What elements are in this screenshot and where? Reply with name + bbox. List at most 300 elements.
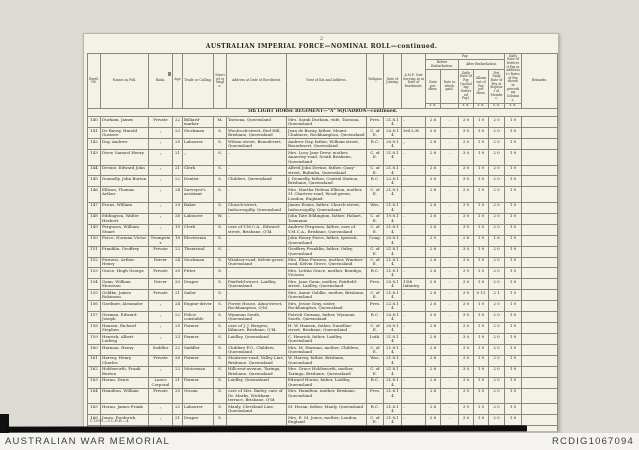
- table-cell: 1 0: [474, 323, 489, 334]
- table-cell: Wes.: [367, 202, 384, 213]
- table-cell: Holdsworth, Frank Burton: [101, 366, 149, 377]
- table-cell: 1 0: [505, 187, 522, 202]
- table-row: [88, 176, 558, 187]
- table-cell: „: [149, 415, 173, 426]
- table-cell: 3 0: [459, 176, 474, 187]
- table-cell: Mrs. Martha Helena Ellison, mother, 51 Chartres-road, Wood-green, London, England: [287, 187, 367, 202]
- table-cell: care of Mrs. Bailey, care of Dr. Marks, Wickham-terrace, Brisbane, Q'ld.: [227, 388, 287, 403]
- table-cell: 1 0: [474, 202, 489, 213]
- table-cell: Private: [149, 268, 173, 279]
- table-cell: 21.8.14: [384, 334, 402, 345]
- table-cell: [522, 404, 558, 415]
- table-cell: S.: [214, 355, 227, 366]
- table-cell: 2 6: [426, 366, 441, 377]
- table-cell: 2 0: [489, 388, 505, 403]
- table-cell: ..: [402, 301, 426, 312]
- table-cell: 1 0: [505, 388, 522, 403]
- table-cell: 2 0: [489, 377, 505, 388]
- table-cell: [522, 323, 558, 334]
- table-cell: 146: [88, 187, 101, 202]
- table-cell: 2 6: [426, 213, 441, 224]
- table-cell: W.: [214, 213, 227, 224]
- table-cell: 2 6: [426, 176, 441, 187]
- table-cell: ..: [441, 279, 459, 290]
- table-row: [88, 257, 558, 268]
- table-row: [88, 202, 558, 213]
- section-heading-row: [88, 109, 558, 117]
- table-cell: 3rd L.H.: [402, 128, 426, 139]
- table-cell: 21: [173, 377, 183, 388]
- table-cell: 1 0: [505, 415, 522, 426]
- table-cell: S.: [214, 312, 227, 323]
- table-cell: „: [149, 187, 173, 202]
- table-cell: 13th Infantry: [402, 279, 426, 290]
- table-cell: 20.8.14: [384, 235, 402, 246]
- table-cell: 3 0: [459, 334, 474, 345]
- table-cell: ..: [402, 176, 426, 187]
- table-cell: 1 0: [474, 213, 489, 224]
- table-cell: S.: [214, 388, 227, 403]
- table-cell: ..: [441, 187, 459, 202]
- table-cell: Taroona, Queensland: [227, 117, 287, 128]
- table-cell: 1 0: [474, 334, 489, 345]
- table-cell: Wilson-street, Beaudesert, Queensland: [227, 139, 287, 150]
- table-cell: 20: [173, 268, 183, 279]
- table-cell: 3 0: [459, 355, 474, 366]
- table-cell: Clerk: [183, 224, 214, 235]
- table-cell: Clerk: [183, 165, 214, 176]
- roll-table-body: [88, 109, 558, 432]
- table-cell: Fitter: [183, 268, 214, 279]
- table-cell: 147: [88, 202, 101, 213]
- table-cell: 1 0: [474, 176, 489, 187]
- table-cell: ..: [441, 257, 459, 268]
- table-cell: 21.8.14: [384, 165, 402, 176]
- table-cell: ..: [402, 268, 426, 279]
- table-cell: Donnelly, John Burton: [101, 176, 149, 187]
- table-cell: 29: [173, 202, 183, 213]
- table-cell: Ellison, Thomas Arthur: [101, 187, 149, 202]
- table-cell: care of Y.M.C.A., Edward-street, Brisbane, Q'ld.: [227, 224, 287, 235]
- table-cell: 142: [88, 139, 101, 150]
- table-cell: 1 0: [474, 345, 489, 356]
- table-cell: [522, 312, 558, 323]
- table-cell: 0 11: [474, 290, 489, 301]
- table-cell: Farmer: [183, 334, 214, 345]
- table-cell: 21.8.14: [384, 187, 402, 202]
- table-cell: ..: [227, 246, 287, 257]
- table-cell: ..: [402, 235, 426, 246]
- table-cell: 2 0: [489, 150, 505, 165]
- table-cell: 162: [88, 366, 101, 377]
- table-cell: 1 0: [505, 165, 522, 176]
- table-cell: Gardiner, Alexander: [101, 301, 149, 312]
- table-cell: 1 0: [505, 290, 522, 301]
- table-cell: Dentist: [183, 176, 214, 187]
- table-cell: Electrician: [183, 235, 214, 246]
- table-cell: 21.8.14: [384, 290, 402, 301]
- table-cell: 24: [173, 187, 183, 202]
- table-cell: C. of E.: [367, 165, 384, 176]
- page-number: 2: [320, 37, 323, 42]
- table-cell: C. of E.: [367, 415, 384, 426]
- table-cell: 20.8.14: [384, 323, 402, 334]
- table-cell: ..: [402, 388, 426, 403]
- table-cell: ..: [441, 202, 459, 213]
- table-cell: 2 6: [426, 388, 441, 403]
- table-cell: 2 6: [426, 279, 441, 290]
- table-cell: S.: [214, 404, 227, 415]
- table-cell: 2 0: [489, 415, 505, 426]
- table-cell: 1 0: [474, 355, 489, 366]
- table-cell: 2 0: [489, 176, 505, 187]
- table-cell: Pres.: [367, 388, 384, 403]
- table-row: [88, 345, 558, 356]
- col-header-age: Age.: [173, 54, 183, 109]
- table-cell: [522, 279, 558, 290]
- table-cell: Surveyor's assistant: [183, 187, 214, 202]
- table-cell: 3 0: [459, 323, 474, 334]
- table-cell: C. of E.: [367, 345, 384, 356]
- table-cell: 2 6: [426, 345, 441, 356]
- table-row: [88, 388, 558, 403]
- table-cell: 149: [88, 224, 101, 235]
- table-cell: ..: [227, 213, 287, 224]
- col-header-daily-rate: Daily Rate of Pay (including Deferred Pay).: [459, 70, 474, 104]
- table-row: [88, 117, 558, 128]
- col-header-amf-unit: A.M.F. Unit Serving in at Date of Enrolment.: [402, 54, 426, 109]
- table-cell: „: [149, 139, 173, 150]
- table-cell: 151: [88, 246, 101, 257]
- table-cell: „: [149, 323, 173, 334]
- table-cell: S.: [214, 202, 227, 213]
- table-cell: S.: [214, 257, 227, 268]
- table-header: [88, 54, 558, 109]
- table-cell: ..: [402, 355, 426, 366]
- table-cell: C. of E.: [367, 257, 384, 268]
- table-cell: 1 0: [474, 246, 489, 257]
- table-cell: ..: [227, 165, 287, 176]
- table-cell: 1 0: [474, 128, 489, 139]
- table-cell: ..: [402, 366, 426, 377]
- table-cell: ..: [402, 377, 426, 388]
- table-cell: Mrs. Jessie Gray, sister, Rockhampton, Queensland: [287, 301, 367, 312]
- table-cell: 1 0: [505, 377, 522, 388]
- table-row: [88, 377, 558, 388]
- table-cell: 1 0: [505, 139, 522, 150]
- table-cell: 2 0: [489, 224, 505, 235]
- table-cell: R.C.: [367, 139, 384, 150]
- table-cell: Pres.: [367, 301, 384, 312]
- table-cell: 2 0: [489, 202, 505, 213]
- table-cell: [522, 345, 558, 356]
- table-cell: ..: [402, 345, 426, 356]
- table-cell: 3 0: [459, 366, 474, 377]
- table-cell: Draper: [183, 279, 214, 290]
- table-cell: 2 0: [489, 257, 505, 268]
- table-cell: S.: [214, 268, 227, 279]
- table-cell: [522, 246, 558, 257]
- table-cell: [522, 415, 558, 426]
- table-cell: [522, 290, 558, 301]
- table-row: [88, 224, 558, 235]
- table-cell: 26: [173, 213, 183, 224]
- table-cell: [522, 257, 558, 268]
- table-cell: 1 0: [505, 202, 522, 213]
- table-cell: 1 0: [474, 235, 489, 246]
- table-cell: Driver: [149, 279, 173, 290]
- table-cell: Forest House, Alma-street, Rockhampton, Q'ld.: [227, 301, 287, 312]
- table-cell: ..: [441, 404, 459, 415]
- table-cell: Farmer: [183, 323, 214, 334]
- table-cell: Childers P.O., Childers, Queensland: [227, 345, 287, 356]
- table-cell: 2 0: [426, 235, 441, 246]
- table-cell: 1 0: [505, 323, 522, 334]
- table-cell: 143: [88, 150, 101, 165]
- table-cell: S.: [214, 246, 227, 257]
- table-cell: Mrs. Jane Gann, mother, Fairfield-street, Laidley, Queensland: [287, 279, 367, 290]
- table-cell: „: [183, 150, 214, 165]
- table-cell: 1 0: [474, 415, 489, 426]
- table-cell: 165: [88, 404, 101, 415]
- table-cell: [522, 301, 558, 312]
- table-cell: 2 6: [426, 257, 441, 268]
- table-cell: 20.8.14: [384, 279, 402, 290]
- table-cell: ..: [441, 224, 459, 235]
- table-cell: Cong.: [367, 235, 384, 246]
- table-cell: ..: [441, 165, 459, 176]
- table-cell: 2 6: [426, 268, 441, 279]
- table-cell: „: [149, 366, 173, 377]
- table-cell: 1 0: [505, 150, 522, 165]
- table-cell: 1 0: [474, 312, 489, 323]
- table-cell: „: [402, 139, 426, 150]
- table-cell: M. Horan, father, Manly, Queensland: [287, 404, 367, 415]
- table-cell: Hamilton, William: [101, 388, 149, 403]
- units-rate: s. d.: [426, 103, 441, 109]
- table-cell: Pres.: [367, 117, 384, 128]
- nominal-roll-table: [87, 53, 558, 432]
- table-cell: 24: [173, 301, 183, 312]
- table-cell: ..: [402, 312, 426, 323]
- table-cell: ..: [441, 246, 459, 257]
- table-cell: 2 6: [459, 235, 474, 246]
- table-cell: 3 0: [459, 268, 474, 279]
- table-cell: 2 6: [426, 290, 441, 301]
- table-cell: 3 0: [459, 224, 474, 235]
- table-cell: 150: [88, 235, 101, 246]
- table-cell: Day, Andrew: [101, 139, 149, 150]
- table-row: [88, 323, 558, 334]
- table-cell: 3 0: [459, 301, 474, 312]
- table-cell: Farmer: [183, 377, 214, 388]
- table-row: [88, 139, 558, 150]
- table-cell: Horan, Denis: [101, 377, 149, 388]
- table-cell: Edward Horan, father, Laidley, Queensland: [287, 377, 367, 388]
- table-cell: [522, 334, 558, 345]
- table-cell: 21: [173, 290, 183, 301]
- table-row: [88, 150, 558, 165]
- col-header-after-embarkation: After Embarkation.: [459, 60, 505, 70]
- table-cell: ..: [441, 139, 459, 150]
- col-header-married: Married or Single.: [214, 54, 227, 109]
- table-cell: 25: [173, 139, 183, 150]
- table-cell: 2 0: [489, 312, 505, 323]
- table-cell: Lance Corporal: [149, 377, 173, 388]
- table-cell: Saddler: [149, 345, 173, 356]
- table-cell: 1 0: [505, 301, 522, 312]
- table-cell: [522, 213, 558, 224]
- table-cell: Mrs. Lucy Jane Drew, mother, Annerley-road, South Brisbane, Queensland: [287, 150, 367, 165]
- document-title: AUSTRALIAN IMPERIAL FORCE—NOMINAL ROLL—continued.: [205, 43, 438, 50]
- table-cell: Mrs. E. M. Jones, mother, London, England: [287, 415, 367, 426]
- table-cell: 153: [88, 268, 101, 279]
- table-cell: ..: [227, 187, 287, 202]
- table-cell: 3 0: [459, 128, 474, 139]
- table-cell: 2 6: [426, 165, 441, 176]
- col-header-trade: Trade or Calling.: [183, 54, 214, 109]
- table-cell: Private: [149, 246, 173, 257]
- table-cell: C. Henrick, father, Laidley, Queensland: [287, 334, 367, 345]
- table-cell: 2 0: [489, 139, 505, 150]
- table-cell: Childers, Queensland: [227, 176, 287, 187]
- table-cell: Ferguson, William Stuart: [101, 224, 149, 235]
- table-cell: ..: [441, 128, 459, 139]
- table-cell: S.: [214, 139, 227, 150]
- table-cell: S.: [214, 415, 227, 426]
- col-header-names: Names in Full.: [101, 54, 149, 109]
- table-cell: 21.8.14: [384, 117, 402, 128]
- printers-footnote: C.1093.—5 L.H.R.—4: [90, 419, 129, 423]
- table-cell: ..: [441, 176, 459, 187]
- table-cell: Private: [149, 290, 173, 301]
- table-cell: [522, 117, 558, 128]
- table-cell: 26: [173, 355, 183, 366]
- table-cell: 144: [88, 165, 101, 176]
- table-cell: 22: [173, 117, 183, 128]
- table-cell: 2 6: [426, 139, 441, 150]
- table-cell: Laidley, Queensland: [227, 334, 287, 345]
- table-cell: S.: [214, 301, 227, 312]
- table-cell: „: [149, 202, 173, 213]
- table-cell: R.C.: [367, 176, 384, 187]
- table-cell: S.: [214, 279, 227, 290]
- table-cell: 1 0: [474, 187, 489, 202]
- col-header-net-rate: Net Daily Rate of Pay at disposal of Member.: [489, 70, 505, 104]
- table-cell: ..: [441, 415, 459, 426]
- units-allotment: s. d.: [474, 103, 489, 109]
- table-row: [88, 268, 558, 279]
- table-row: [88, 213, 558, 224]
- table-cell: ..: [227, 268, 287, 279]
- table-cell: 21: [173, 415, 183, 426]
- table-cell: „: [149, 213, 173, 224]
- table-cell: 161: [88, 355, 101, 366]
- table-cell: 2 6: [426, 415, 441, 426]
- table-cell: ..: [402, 290, 426, 301]
- table-cell: Furness, Arthur Henry: [101, 257, 149, 268]
- table-cell: Mrs. Hamilton, mother, Brisbane, Queensland: [287, 388, 367, 403]
- table-cell: H. W. Hansen, father, Dunellan-street, Brisbane, Queensland: [287, 323, 367, 334]
- table-cell: 2 0: [489, 279, 505, 290]
- table-cell: C. of E.: [367, 128, 384, 139]
- table-cell: „: [149, 301, 173, 312]
- table-cell: M.: [214, 117, 227, 128]
- table-cell: 163: [88, 377, 101, 388]
- table-cell: 1 0: [505, 213, 522, 224]
- table-cell: 3 0: [459, 187, 474, 202]
- awm-footer-strip: [0, 433, 639, 450]
- table-cell: 19.8.14: [384, 213, 402, 224]
- table-cell: 20.8.14: [384, 312, 402, 323]
- table-cell: „: [149, 150, 173, 165]
- table-cell: C. of E.: [367, 246, 384, 257]
- table-cell: 22: [173, 366, 183, 377]
- table-cell: 1 0: [505, 334, 522, 345]
- table-cell: ..: [441, 355, 459, 366]
- table-cell: 166: [88, 415, 101, 426]
- table-cell: ..: [441, 366, 459, 377]
- table-cell: J. Donnelly, father, Central Station, Brisbane, Queensland: [287, 176, 367, 187]
- table-cell: Jean de Bavay, father, Mount Chalmers, Rockhampton, Queensland: [288, 127, 365, 138]
- table-cell: Police constable: [183, 312, 214, 323]
- table-cell: Saddler: [183, 345, 214, 356]
- table-cell: Billiard-marker: [183, 117, 214, 128]
- table-cell: Grace, Hugh George: [101, 268, 149, 279]
- table-cell: care of J. J. Burgess, Kilmore, Brisbane, Q'ld.: [227, 323, 287, 334]
- table-cell: Groom: [183, 388, 214, 403]
- table-row: [88, 165, 558, 176]
- table-cell: ..: [402, 415, 426, 426]
- table-cell: 20: [173, 279, 183, 290]
- table-cell: 20: [173, 388, 183, 403]
- table-cell: ..: [402, 224, 426, 235]
- table-cell: Mrs. Letitia Grace, mother, Bendigo, Victoria: [287, 268, 367, 279]
- table-cell: Stockman: [183, 128, 214, 139]
- units-net-rate: s. d.: [489, 103, 505, 109]
- table-cell: S.: [214, 377, 227, 388]
- table-cell: 3 0: [459, 404, 474, 415]
- table-cell: 2 0: [489, 334, 505, 345]
- table-cell: Woolcock-street, Red Hill, Brisbane, Queensland: [227, 128, 287, 139]
- table-cell: 21: [173, 165, 183, 176]
- table-cell: ..: [402, 202, 426, 213]
- table-cell: [522, 366, 558, 377]
- table-cell: Private: [149, 388, 173, 403]
- table-cell: 1 0: [505, 224, 522, 235]
- table-cell: 160: [88, 345, 101, 356]
- table-cell: ..: [402, 323, 426, 334]
- table-cell: 152: [88, 257, 101, 268]
- table-cell: 2 0: [489, 345, 505, 356]
- table-cell: 2 0: [489, 117, 505, 128]
- units-daily-rate: s. d.: [459, 103, 474, 109]
- table-cell: [522, 176, 558, 187]
- table-cell: 2 6: [426, 150, 441, 165]
- awm-footer-right-id: RCDIG1067094: [552, 436, 634, 447]
- table-cell: ..: [402, 150, 426, 165]
- table-cell: Motorman: [183, 366, 214, 377]
- table-cell: 2 6: [426, 355, 441, 366]
- table-cell: Mrs. Eliza Furness, mother, Windsor-road, Kelvin Grove, Queensland: [287, 257, 367, 268]
- table-cell: ..: [227, 235, 287, 246]
- table-cell: Laidley, Queensland: [227, 377, 287, 388]
- table-cell: 2 0: [489, 301, 505, 312]
- table-cell: 3 0: [459, 213, 474, 224]
- table-cell: 19: [173, 224, 183, 235]
- table-cell: 155: [88, 290, 101, 301]
- table-cell: 21.8.14: [384, 388, 402, 403]
